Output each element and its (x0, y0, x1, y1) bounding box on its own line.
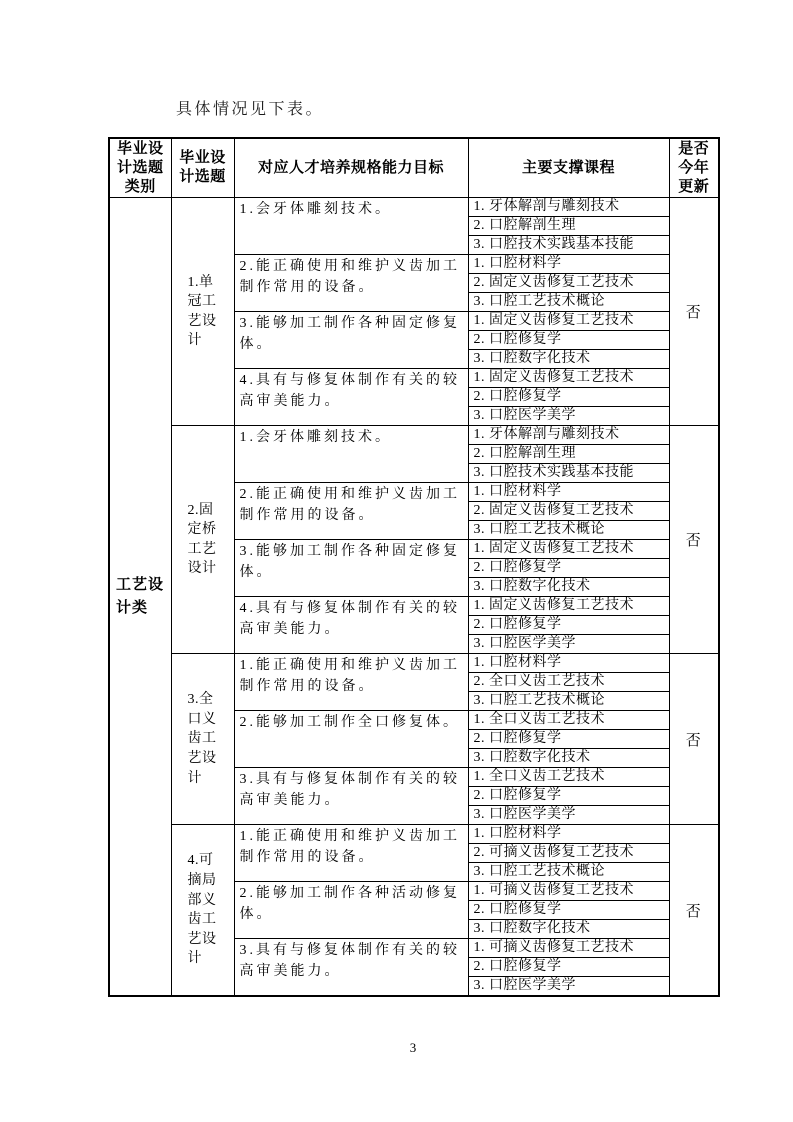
goal-cell: 3.能够加工制作各种固定修复体。 (234, 540, 468, 597)
course-cell: 1. 口腔材料学 (468, 483, 669, 502)
category-cell: 工艺设计类 (109, 198, 171, 997)
col-header-updated: 是否今年更新 (669, 138, 719, 198)
course-cell: 3. 口腔医学美学 (468, 977, 669, 997)
course-cell: 1. 牙体解剖与雕刻技术 (468, 198, 669, 217)
goal-cell: 1.能正确使用和维护义齿加工制作常用的设备。 (234, 654, 468, 711)
course-cell: 3. 口腔医学美学 (468, 806, 669, 825)
course-cell: 3. 口腔数字化技术 (468, 578, 669, 597)
table-row (109, 198, 719, 217)
col-header-goal: 对应人才培养规格能力目标 (234, 138, 468, 198)
goal-cell: 3.能够加工制作各种固定修复体。 (234, 312, 468, 369)
table-row (109, 825, 719, 844)
goal-cell: 3.具有与修复体制作有关的较高审美能力。 (234, 768, 468, 825)
updated-cell: 否 (669, 426, 719, 654)
topic-cell: 4.可摘局部义齿工艺设计 (171, 825, 234, 997)
topic-cell: 2.固定桥工艺设计 (171, 426, 234, 654)
course-cell: 1. 口腔材料学 (468, 654, 669, 673)
intro-text: 具体情况见下表。 (176, 101, 325, 118)
col-header-courses: 主要支撑课程 (468, 138, 669, 198)
course-cell: 2. 口腔修复学 (468, 730, 669, 749)
goal-cell: 2.能够加工制作各种活动修复体。 (234, 882, 468, 939)
course-cell: 2. 口腔修复学 (468, 559, 669, 578)
course-cell: 1. 可摘义齿修复工艺技术 (468, 882, 669, 901)
goal-cell: 4.具有与修复体制作有关的较高审美能力。 (234, 369, 468, 426)
course-cell: 3. 口腔技术实践基本技能 (468, 464, 669, 483)
course-cell: 3. 口腔医学美学 (468, 635, 669, 654)
topic-cell: 1.单冠工艺设计 (171, 198, 234, 426)
course-cell: 1. 固定义齿修复工艺技术 (468, 312, 669, 331)
topic-cell: 3.全口义齿工艺设计 (171, 654, 234, 825)
course-cell: 2. 口腔解剖生理 (468, 217, 669, 236)
goal-cell: 2.能正确使用和维护义齿加工制作常用的设备。 (234, 255, 468, 312)
table-row (109, 426, 719, 445)
course-cell: 2. 全口义齿工艺技术 (468, 673, 669, 692)
goal-cell: 4.具有与修复体制作有关的较高审美能力。 (234, 597, 468, 654)
goal-cell: 1.会牙体雕刻技术。 (234, 198, 468, 255)
col-header-category: 毕业设计选题类别 (109, 138, 171, 198)
course-cell: 1. 固定义齿修复工艺技术 (468, 369, 669, 388)
course-cell: 3. 口腔医学美学 (468, 407, 669, 426)
course-cell: 2. 口腔修复学 (468, 958, 669, 977)
course-cell: 3. 口腔工艺技术概论 (468, 863, 669, 882)
goal-cell: 3.具有与修复体制作有关的较高审美能力。 (234, 939, 468, 997)
topics-table (108, 137, 720, 997)
goal-cell: 1.会牙体雕刻技术。 (234, 426, 468, 483)
course-cell: 1. 固定义齿修复工艺技术 (468, 540, 669, 559)
course-cell: 1. 固定义齿修复工艺技术 (468, 597, 669, 616)
table-body (109, 198, 719, 997)
goal-cell: 2.能够加工制作全口修复体。 (234, 711, 468, 768)
goal-cell: 2.能正确使用和维护义齿加工制作常用的设备。 (234, 483, 468, 540)
course-cell: 3. 口腔工艺技术概论 (468, 293, 669, 312)
course-cell: 3. 口腔工艺技术概论 (468, 692, 669, 711)
course-cell: 3. 口腔数字化技术 (468, 920, 669, 939)
course-cell: 2. 口腔解剖生理 (468, 445, 669, 464)
updated-cell: 否 (669, 825, 719, 997)
course-cell: 2. 口腔修复学 (468, 787, 669, 806)
course-cell: 1. 口腔材料学 (468, 255, 669, 274)
course-cell: 1. 全口义齿工艺技术 (468, 711, 669, 730)
page-number: 3 (409, 1040, 417, 1055)
course-cell: 1. 可摘义齿修复工艺技术 (468, 939, 669, 958)
col-header-topic: 毕业设计选题 (171, 138, 234, 198)
course-cell: 2. 口腔修复学 (468, 388, 669, 407)
updated-cell: 否 (669, 198, 719, 426)
course-cell: 1. 全口义齿工艺技术 (468, 768, 669, 787)
course-cell: 1. 口腔材料学 (468, 825, 669, 844)
course-cell: 3. 口腔工艺技术概论 (468, 521, 669, 540)
updated-cell: 否 (669, 654, 719, 825)
course-cell: 2. 固定义齿修复工艺技术 (468, 502, 669, 521)
header-row (109, 138, 719, 198)
course-cell: 2. 口腔修复学 (468, 331, 669, 350)
course-cell: 2. 口腔修复学 (468, 616, 669, 635)
course-cell: 2. 口腔修复学 (468, 901, 669, 920)
course-cell: 1. 牙体解剖与雕刻技术 (468, 426, 669, 445)
course-cell: 3. 口腔数字化技术 (468, 350, 669, 369)
course-cell: 2. 固定义齿修复工艺技术 (468, 274, 669, 293)
course-cell: 3. 口腔技术实践基本技能 (468, 236, 669, 255)
goal-cell: 1.能正确使用和维护义齿加工制作常用的设备。 (234, 825, 468, 882)
table-row (109, 654, 719, 673)
course-cell: 2. 可摘义齿修复工艺技术 (468, 844, 669, 863)
course-cell: 3. 口腔数字化技术 (468, 749, 669, 768)
